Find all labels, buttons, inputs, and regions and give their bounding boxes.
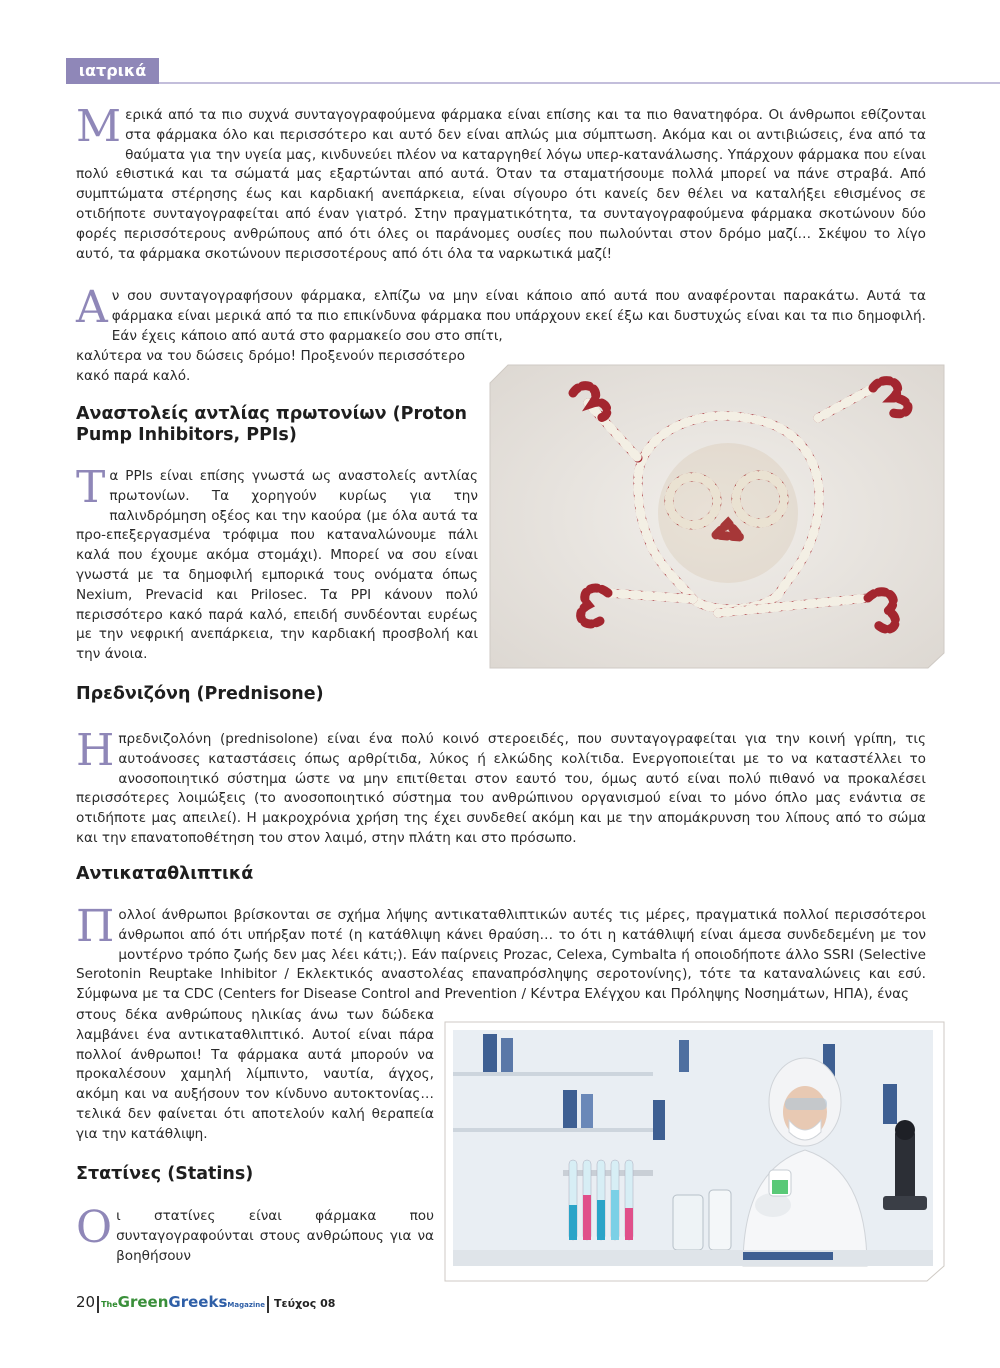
antidepressants-paragraph-narrow	[76, 1006, 434, 1145]
brand-greeks: Greeks	[168, 1293, 228, 1311]
page-footer	[76, 1293, 335, 1315]
section-tag: ιατρικά	[66, 58, 159, 84]
ppi-paragraph	[76, 462, 478, 665]
prednisone-text: πρεδνιζολόνη (prednisolone) είναι ένα πολύ κοινό στεροειδές, που συνταγογραφείται για την κοινή γρίπη, τις αυτοάνοσες καταστάσεις όπως αρθρίτιδα, λύκος ή ελκώδης κολίτιδα. Ενεργοποιείται με το να καταστέλλει το ανοσοποιητικό σύστημα ώστε να μην επιτίθεται στον εαυτό του, όμως αυτό είναι πολύ πιθανό να προκαλέσει περισσότερες λοιμώξεις (το ανοσοποιητικό σύστημα του ανθρώπινου οργανισμού είναι το μόνο όπλο μας ενάντια σε οτιδήποτε μας απειλεί). Η μακροχρόνια χρήση της έχει συνδεθεί ακόμη και με την απομάκρυνση του λίπους από το σώμα και την επανατοποθέτηση του στον λαιμό, στην πλάτη και στο πρόσωπο.	[76, 731, 926, 846]
page-number: 20	[76, 1293, 96, 1311]
intro-dropcap: Μ	[76, 101, 122, 152]
statins-dropcap: Ο	[76, 1202, 113, 1253]
prednisone-dropcap: Η	[76, 725, 115, 776]
intro-paragraph	[76, 101, 926, 264]
lab-scientist-illustration	[443, 1020, 946, 1283]
header-rule	[159, 82, 1000, 84]
antidepressants-heading: Αντικαταθλιπτικά	[76, 864, 254, 884]
skull-pills-illustration	[488, 363, 946, 670]
second-dropcap: Α	[76, 282, 108, 333]
footer-divider-2	[267, 1296, 269, 1313]
antidepressants-dropcap: Π	[76, 901, 115, 952]
intro-text: ερικά από τα πιο συχνά συνταγογραφούμενα φάρμακα είναι επίσης και τα πιο θανατηφόρα. Οι άνθρωποι εθίζονται στα φάρμακα όλο και περισσότερο και αυτό δεν είναι απλώς μια σύμπτωση. Ακόμα και οι αντιβιώσεις, ένα από τα θαύματα για την υγεία μας, κινδυνεύει πλέον να καταργηθεί λόγω υπερ-κατανάλωσης. Υπάρχουν φάρμακα που είναι πολύ εθιστικά και τα σώματά μας εξαρτώνται από αυτά. Όταν τα σταματήσουμε πολλά μπορεί να πάνε στραβά. Από συμπτώματα στέρησης έως και καρδιακή ανεπάρκεια, είναι σίγουρο ότι κανείς δεν θέλει να καταλήξει εθισμένος σε οτιδήποτε συνταγογραφείται από έναν γιατρό. Στην πραγματικότητα, τα συνταγογραφούμενα φάρμακα σκοτώνουν δύο φορές περισσότερους ανθρώπους από ότι όλες οι παράνομες ουσίες που πωλούνται στον δρόμο μαζί… Σκέψου το λίγο αυτό, τα φάρμακα σκοτώνουν περισσοτέρους από ότι όλα τα ναρκωτικά μαζί!	[76, 107, 926, 262]
brand-the: The	[101, 1300, 118, 1309]
statins-text: ι στατίνες είναι φάρμακα που συνταγογραφούνται στους ανθρώπους για να βοηθήσουν	[116, 1208, 434, 1264]
issue-label: Τεύχος 08	[274, 1297, 336, 1310]
ppi-heading: Αναστολείς αντλίας πρωτονίων (Proton Pump Inhibitors, PPIs)	[76, 404, 467, 445]
footer-divider	[97, 1296, 99, 1313]
antidepressants-paragraph	[76, 901, 926, 1005]
ppi-text: α PPIs είναι επίσης γνωστά ως αναστολείς αντλίας πρωτονίων. Τα χορηγούν κυρίως για την παλινδρόμηση οξέος και την καούρα (με όλα αυτά τα προ-επεξεργασμένα τρόφιμα που καταναλώνουμε πάλι καλά που έχουμε ακόμα στομάχι). Μπορεί να σου είναι γνωστά με τα δημοφιλή εμπορικά τους ονόματα όπως Nexium, Prevacid και Prilosec. Τα PPI κάνουν πολύ περισσότερο κακό παρά καλό, επειδή συνδέονται ευρέως με την νεφρική ανεπάρκεια, την καρδιακή προσβολή και την άνοια.	[76, 468, 478, 663]
brand-green: Green	[117, 1293, 169, 1311]
antidepressants-text-narrow: στους δέκα ανθρώπους ηλικίας άνω των δώδεκα λαμβάνει ένα αντικαταθλιπτικό. Αυτοί είναι πάρα πολλοί άνθρωποι! Τα φάρμακα αυτά μπορούν να προκαλέσουν χαμηλή λίμπιντο, ναυτία, άγχος, ακόμη και να αυξήσουν τον κίνδυνο αυτοκτονίας… τελικά δεν φαίνεται ότι αποτελούν καλή θεραπεία για την κατάθλιψη.	[76, 1007, 434, 1142]
statins-heading: Στατίνες (Statins)	[76, 1164, 254, 1184]
second-paragraph-narrow	[76, 347, 486, 387]
second-text-wide: ν σου συνταγογραφήσουν φάρμακα, ελπίζω να μην είναι κάποιο από αυτά που αναφέρονται παρακάτω. Αυτά τα φάρμακα είναι μερικά από τα πιο επικίνδυνα φάρμακα που υπάρχουν εκεί έξω και δυστυχώς είναι και τα πιο δημοφιλή. Εάν έχεις κάποιο από αυτά στο φαρμακείο σου στο σπίτι,	[111, 288, 926, 344]
skull-pills-image	[488, 363, 946, 670]
second-text-narrow: καλύτερα να του δώσεις δρόμο! Προξενούν περισσότερο κακό παρά καλό.	[76, 348, 466, 384]
lab-scientist-image	[443, 1020, 946, 1283]
ppi-dropcap: Τ	[76, 462, 106, 513]
prednisone-heading: Πρεδνιζόνη (Prednisone)	[76, 684, 324, 704]
brand-magazine: Magazine	[227, 1301, 266, 1309]
statins-paragraph	[76, 1202, 434, 1266]
second-paragraph	[76, 282, 926, 346]
antidepressants-text-wide: ολλοί άνθρωποι βρίσκονται σε σχήμα λήψης αντικαταθλιπτικών αυτές τις μέρες, πραγματικά πολλοί περισσότεροι άνθρωποι από ότι υπήρξαν ποτέ (η κατάθλιψη κάνει θραύση… το ότι η κατάθλιψή είναι άμεσα συνδεδεμένη με τον μοντέρνο τρόπο ζωής δεν μας λέει κάτι;). Εάν παίρνεις Prozac, Celexa, Cymbalta ή οποιοδήποτε άλλο SSRI (Selective Serotonin Reuptake Inhibitor / Εκλεκτικός αναστολέας επαναπρόσληψης σεροτονίνης), τότε τα καταναλώνεις και εσύ. Σύμφωνα με τα CDC (Centers for Disease Control and Prevention / Κέντρα Ελέγχου και Πρόληψης Νοσημάτων, ΗΠΑ), ένας	[76, 907, 926, 1003]
prednisone-paragraph	[76, 725, 926, 849]
